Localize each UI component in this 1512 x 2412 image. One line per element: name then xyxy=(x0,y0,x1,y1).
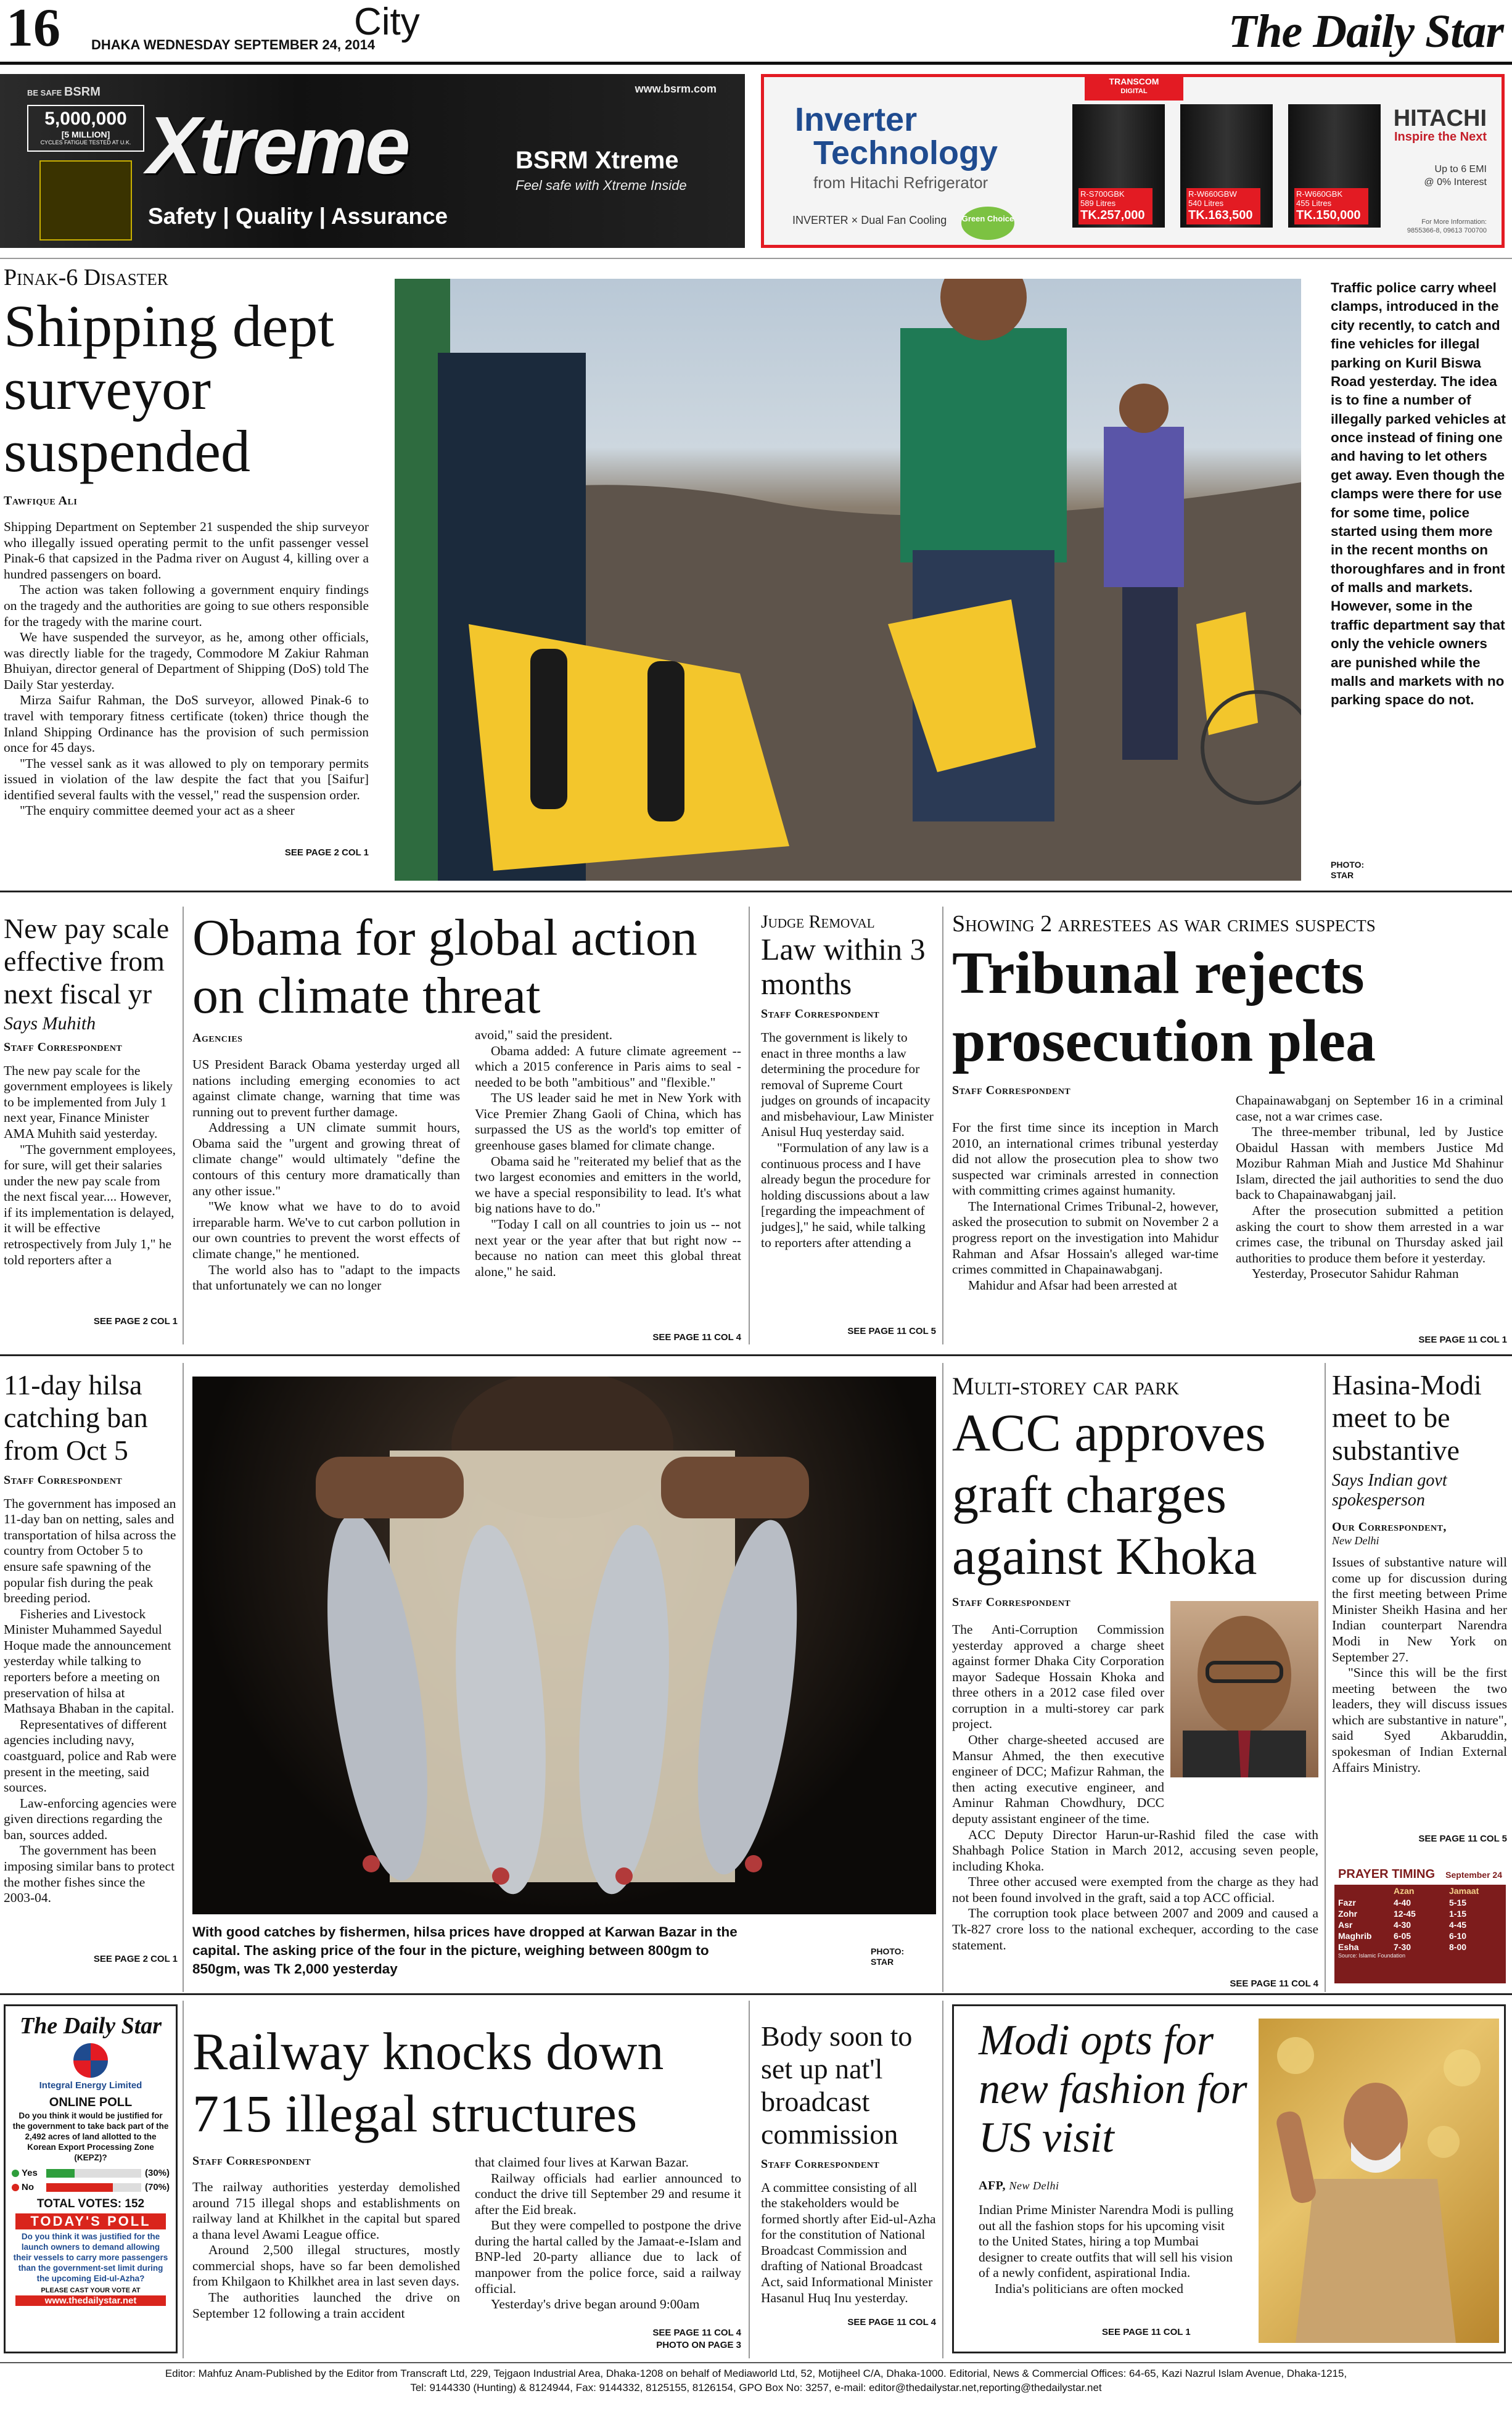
paragraph: Fisheries and Livestock Minister Muhammed Sayedul Hoque made the announcement yesterday while talking to reporters before a meeting on preservation of hilsa at Mathsaya Bhaban in the capital. xyxy=(4,1606,175,1716)
story-broadcast-commission[interactable] xyxy=(761,2020,936,2357)
prayer-cell-azan: 6-05 xyxy=(1394,1931,1411,1941)
prayer-header: PRAYER TIMING September 24 xyxy=(1334,1865,1506,1885)
ad-bsrm[interactable] xyxy=(0,74,745,248)
see-page-link[interactable]: SEE PAGE 11 COL 1 xyxy=(1102,2327,1191,2337)
story-byline: Our Correspondent, xyxy=(1332,1520,1447,1534)
photo-clamps-caption: Traffic police carry wheel clamps, introduced in the city recently, to catch and fine vehicles for illegal parking on Kuril Biswa Road yesterday. The idea is to fine a number of illegally parked vehicles at once instead of fining one and having to let others get away. Even though the clamps were there for use for some time, police started using them more in the recent months on thoroughfares and in front of malls and markets. However, some in the traffic department say that only the vehicle owners are punished while the malls and markets with no parking space do not. xyxy=(1331,280,1506,708)
story-byline: Staff Correspondent xyxy=(952,1084,1071,1098)
story-body-col2 xyxy=(475,2155,741,2326)
story-byline: Staff Correspondent xyxy=(761,2157,880,2171)
paragraph: After the prosecution submitted a petition asking the court to show them arrested in a war crimes case, the tribunal on Thursday asked jail authorities to produce them before it yesterday. xyxy=(1236,1203,1503,1266)
ad-hitachi-title1: Inverter xyxy=(795,101,918,138)
paragraph: Chapainawabganj on September 16 in a criminal case, not a war crimes case. xyxy=(1236,1093,1503,1124)
see-page-link[interactable]: SEE PAGE 11 COL 5 xyxy=(847,1326,936,1336)
story-body-col1 xyxy=(192,1057,460,1328)
ad-hitachi-feature: INVERTER × Dual Fan Cooling xyxy=(792,214,947,226)
energy-logo-icon xyxy=(73,2043,108,2078)
poll-today: TODAY'S POLL xyxy=(15,2213,166,2229)
paragraph: India's politicians are often mocked xyxy=(995,2281,1183,2296)
ad-bsrm-slogan: Feel safe with Xtreme Inside xyxy=(516,178,687,193)
yes-bar xyxy=(46,2169,75,2178)
story-deck: Says Muhith xyxy=(4,1013,96,1034)
col-divider xyxy=(183,2001,184,2358)
paragraph: But they were compelled to postpone the drive during the hartal called by the Jamaat-e-Islam and BNP-led 20-party alliance due to lack of manpower from the police force, said a railway official. xyxy=(475,2218,741,2296)
no-dot-icon xyxy=(12,2184,19,2191)
see-page-link[interactable]: SEE PAGE 11 COL 4 xyxy=(652,1332,741,1343)
paragraph: The government is likely to enact in three months a law determining the procedure for removal of Supreme Court judges on grounds of incapacity and misbehaviour, Law Minister Anisul Huq yesterday said. xyxy=(761,1030,934,1140)
masthead-rule xyxy=(0,62,1512,65)
paragraph: Yesterday, Prosecutor Sahidur Rahman xyxy=(1252,1266,1459,1282)
story-headline[interactable]: 11-day hilsa catching ban from Oct 5 xyxy=(4,1369,148,1466)
story-body xyxy=(952,1622,1318,1971)
paragraph: Obama added: A future climate agreement -- which a 2015 conference in Paris aims to seal - needed to be both "ambitious" and "flexible." xyxy=(475,1043,741,1090)
paragraph: The action was taken following a government enquiry findings on the tragedy and the authorities are going to sue others responsible for the tragedy with the marine court. xyxy=(4,582,369,629)
story-deck: Says Indian govt spokesperson xyxy=(1332,1470,1447,1510)
ad-hitachi-top: TRANSCOM DIGITAL xyxy=(1085,76,1183,101)
photo-wheel-clamps xyxy=(395,279,1301,881)
story-headline[interactable]: Shipping dept surveyor suspended xyxy=(4,292,335,485)
col-divider xyxy=(183,1363,184,1992)
story-byline: Agencies xyxy=(192,1031,243,1045)
prayer-row xyxy=(1334,1908,1506,1919)
paragraph: The government has been imposing similar bans to protect the mother fishes since the 2003-04. xyxy=(4,1843,175,1906)
story-headline[interactable]: Obama for global action on climate threat xyxy=(192,909,697,1025)
poll-sponsor: Integral Energy Limited xyxy=(39,2080,142,2091)
fridge-2-label: R-W660GBW 540 Litres TK.163,500 xyxy=(1186,188,1260,224)
ad-hitachi-models xyxy=(1072,104,1387,241)
paragraph: Issues of substantive nature will come up for discussion during the first meeting between Prime Minister Sheikh Hasina and her Indian counterpart Narendra Modi in New York on September 27. xyxy=(1332,1555,1507,1665)
poll-url[interactable]: www.thedailystar.net xyxy=(15,2295,166,2306)
paragraph: The railway authorities yesterday demolished around 715 illegal shops and establishments on railway land at Khilkhet in the capital but spared a thana level Awami League office. xyxy=(192,2179,460,2242)
story-body xyxy=(4,519,369,846)
story-headline[interactable]: Body soon to set up nat'l broadcast commission xyxy=(761,2020,913,2150)
see-page-link[interactable]: SEE PAGE 11 COL 4 xyxy=(652,2328,741,2338)
prayer-cell-jamaat: 8-00 xyxy=(1449,1942,1467,1952)
story-acc-khoka[interactable] xyxy=(952,1373,1318,1990)
paragraph: The US leader said he met in New York with Vice Premier Zhang Gaoli of China, which has surpassed the US as the world's top emitter of greenhouse gases blamed for climate change. xyxy=(475,1090,741,1153)
prayer-cell-azan: 7-30 xyxy=(1394,1942,1411,1952)
prayer-cell-name: Esha xyxy=(1338,1942,1359,1952)
story-body-col1 xyxy=(952,1120,1218,1328)
modi-photo xyxy=(1259,2019,1499,2343)
story-body xyxy=(761,2180,936,2316)
paragraph: "Since this will be the first meeting between the two leaders, they will discuss issues which are substantive in nature", said Syed Akbaruddin, spokesman of Indian External Affairs Ministry. xyxy=(1332,1665,1507,1775)
poll-question: Do you think it would be justified for the government to take back part of the 2,492 acres of land allotted to the Korean Export Processing Zone (KEPZ)? xyxy=(12,2111,169,2162)
paragraph: that claimed four lives at Karwan Bazar. xyxy=(475,2155,689,2170)
see-photo-link[interactable]: PHOTO ON PAGE 3 xyxy=(656,2340,741,2350)
prayer-cell-name: Zohr xyxy=(1338,1909,1358,1919)
footer-imprint xyxy=(0,2367,1512,2395)
prayer-cell-jamaat: 1-15 xyxy=(1449,1909,1467,1919)
ad-hitachi[interactable] xyxy=(761,74,1505,248)
story-byline: Tawfique Ali xyxy=(4,494,78,508)
poll-result-no: No (70%) xyxy=(12,2182,170,2192)
section-name: City xyxy=(354,1,420,43)
col-divider xyxy=(1325,1363,1326,1992)
ad-bsrm-tagline: Safety | Quality | Assurance xyxy=(148,204,448,229)
prayer-cell-name: Fazr xyxy=(1338,1898,1356,1908)
story-headline[interactable]: Railway knocks down 715 illegal structures xyxy=(192,2022,664,2144)
paragraph: Other charge-sheeted accused are Mansur Ahmed, the then executive engineer of DCC; Mafizur Rahman, the then acting executive engineer, and Aminur Rahman Chowdhury, DCC deputy assistant engineer of the time. xyxy=(952,1732,1164,1826)
story-dateline: New Delhi xyxy=(1332,1534,1379,1547)
story-headline[interactable]: ACC approves graft charges against Khoka xyxy=(952,1403,1266,1586)
story-byline: Staff Correspondent xyxy=(4,1040,123,1054)
paragraph: The Anti-Corruption Commission yesterday approved a charge sheet against former Dhaka City Corporation mayor Sadeque Hossain Khoka and three others in a 2012 case filed over corruption in a multi-storey car park project. xyxy=(952,1622,1164,1732)
paragraph: Obama said he "reiterated my belief that as the two largest economies and emitters in the world, we have a special responsibility to lead. It's what big nations have to do." xyxy=(475,1153,741,1216)
online-poll-box[interactable] xyxy=(4,2004,178,2353)
story-obama[interactable] xyxy=(192,909,741,1347)
yes-dot-icon xyxy=(12,2170,19,2177)
paragraph: The world also has to "adapt to the impacts that unfortunately we can no longer xyxy=(192,1262,460,1293)
story-byline: Staff Correspondent xyxy=(952,1595,1071,1610)
paragraph: For the first time since its inception in March 2010, an international crimes tribunal yesterday did not allow the prosecution plea to show two suspected war criminals arrested in connection with committing crimes against humanity. xyxy=(952,1120,1218,1198)
story-kicker: Multi-storey car park xyxy=(952,1372,1180,1400)
prayer-cell-azan: 12-45 xyxy=(1394,1909,1416,1919)
story-byline: Staff Correspondent xyxy=(761,1007,880,1021)
paragraph: Indian Prime Minister Narendra Modi is pulling out all the fashion stops for his upcoming visit to the United States, hiring a top Mumbai designer to create outfits that will sell his vision of a newly confident, aspirational India. xyxy=(979,2202,1234,2281)
prayer-table xyxy=(1334,1897,1506,1953)
newspaper-logo: The Daily Star xyxy=(1228,6,1503,57)
story-body xyxy=(1332,1555,1507,1832)
story-judge-removal[interactable] xyxy=(761,912,936,1347)
see-page-link[interactable]: SEE PAGE 2 COL 1 xyxy=(93,1953,178,1964)
paragraph: The International Crimes Tribunal-2, however, asked the prosecution to submit on November 2 a progress report on the investigation into Mahidur Rahman and Afsar Hossain's alleged war-time crimes committed in Chapainawabganj. xyxy=(952,1198,1218,1277)
footer-line-1: Editor: Mahfuz Anam-Published by the Editor from Transcraft Ltd, 229, Tejgaon Industrial Area, Dhaka-1208 on behalf of Mediaworld Ltd, 52, Motijheel C/A, Dhaka-1000. Editorial, News & Commercial Offices: 64-65, Kazi Nazrul Islam Avenue, Dhaka-1215, xyxy=(165,2368,1347,2379)
story-byline: Staff Correspondent xyxy=(192,2154,311,2168)
paragraph: "The government employees, for sure, will get their salaries under the new pay scale from the next fiscal year.... However, if its implementation is delayed, it will be effective retrospectively from July 1," he told reporters after a xyxy=(4,1142,176,1267)
poll-title: ONLINE POLL xyxy=(49,2096,133,2109)
col-divider xyxy=(749,2001,750,2358)
see-page-link[interactable]: SEE PAGE 11 COL 1 xyxy=(1418,1335,1507,1345)
story-kicker: Showing 2 arrestees as war crimes suspects xyxy=(952,911,1376,937)
paragraph: We have suspended the surveyor, as he, among other officials, was directly liable for the tragedy, Commodore M Zakiur Rahman Bhuiyan, director general of Department of Shipping (DoS) told The Daily Star yesterday. xyxy=(4,630,369,692)
col-divider xyxy=(749,907,750,1344)
story-pinak[interactable] xyxy=(4,265,369,882)
prayer-source: Source: Islamic Foundation xyxy=(1338,1953,1406,1959)
paragraph: A committee consisting of all the stakeholders would be formed shortly after Eid-ul-Azha for the constitution of National Broadcast Commission and drafting of National Broadcast Act, said Informational Minister Hasanul Huq Inu yesterday. xyxy=(761,2179,936,2305)
story-byline: Staff Correspondent xyxy=(4,1473,123,1487)
col-divider xyxy=(942,2001,943,2358)
page-number: 16 xyxy=(6,0,60,58)
paragraph: "Formulation of any law is a continuous process and I have already begun the procedure for holding discussions about a law [regarding the impeachment of judges]," he said, while talking to reporters after attending a xyxy=(761,1140,931,1250)
prayer-cell-jamaat: 5-15 xyxy=(1449,1898,1467,1908)
prayer-row xyxy=(1334,1941,1506,1953)
poll-result-yes: Yes (30%) xyxy=(12,2168,170,2178)
paragraph: The authorities launched the drive on September 12 following a train accident xyxy=(192,2290,460,2321)
paragraph: The government has imposed an 11-day ban on netting, sales and transportation of hilsa across the country from October 5 to ensure safe spawning of the popular fish during the peak breeding period. xyxy=(4,1496,176,1606)
poll-cta: PLEASE CAST YOUR VOTE AT xyxy=(41,2286,141,2294)
ad-hitachi-title2: Technology xyxy=(813,134,998,171)
paragraph: Addressing a UN climate summit hours, Obama said the "urgent and growing threat of climate change" would ultimately "define the contours of this century more dramatically than any other issue." xyxy=(192,1120,460,1198)
prayer-row xyxy=(1334,1897,1506,1908)
prayer-cell-name: Maghrib xyxy=(1338,1931,1372,1941)
photo-illustration xyxy=(1259,2019,1499,2343)
paragraph: The new pay scale for the government employees is likely to be implemented from July 1 next year, Finance Minister AMA Muhith said yesterday. xyxy=(4,1063,173,1141)
paragraph: The three-member tribunal, led by Justice Obaidul Hassan with members Justice Md Mozibur Rahman Miah and Justice Md Shahinur Islam, directed the jail authorities to send the duo back to Chapainawabganj jail. xyxy=(1236,1124,1503,1203)
paragraph: Mirza Saifur Rahman, the DoS surveyor, allowed Pinak-6 to travel with temporary fitness certificate (token) thrice though the Inland Shipping Ordinance has the provision of such permission once for 45 days. xyxy=(4,693,369,755)
fridge-3-label: R-W660GBK 455 Litres TK.150,000 xyxy=(1294,188,1368,224)
paragraph: Law-enforcing agencies were given directions regarding the ban, sources added. xyxy=(4,1795,177,1842)
paragraph: "The vessel sank as it was allowed to ply on temporary permits issued in violation of the law despite the fact that you [Saifur] identified several faults with the vessel," read the suspension order. xyxy=(4,755,369,802)
story-headline[interactable]: Law within 3 months xyxy=(761,932,926,1001)
prayer-cell-jamaat: 4-45 xyxy=(1449,1920,1467,1930)
ad-hitachi-emi: Up to 6 EMI @ 0% Interest xyxy=(1424,164,1487,187)
ad-bsrm-safe: BE SAFE BSRM xyxy=(27,85,101,99)
story-kicker: Pinak-6 Disaster xyxy=(4,265,168,290)
photo-hilsa xyxy=(192,1377,936,1914)
ad-bsrm-url[interactable]: www.bsrm.com xyxy=(635,83,717,95)
story-modi-fashion[interactable] xyxy=(952,2004,1506,2353)
ad-bsrm-xtreme: Xtreme xyxy=(147,100,408,191)
photo-hilsa-credit: PHOTO: STAR xyxy=(871,1946,905,1967)
prayer-row xyxy=(1334,1919,1506,1930)
paragraph: Yesterday's drive began around 9:00am xyxy=(491,2297,700,2312)
footer-line-2: Tel: 9144330 (Hunting) & 8124944, Fax: 9144332, 8125155, 8126154, GPO Box No: 3257, e-mail: editor@thedailystar.net,reporting@thedailystar.net xyxy=(410,2381,1102,2393)
paragraph: "Today I call on all countries to join us -- not next year or the year after that but right now -- because no nation can meet this global threat alone," he said. xyxy=(475,1216,741,1279)
prayer-cell-name: Asr xyxy=(1338,1920,1353,1930)
paragraph: "The enquiry committee deemed your act as a sheer xyxy=(20,803,295,818)
story-headline[interactable]: Modi opts for new fashion for US visit xyxy=(979,2017,1247,2162)
story-body-col2 xyxy=(475,1027,741,1328)
rule-ads xyxy=(0,258,1512,259)
story-body xyxy=(4,1496,178,1953)
story-hasina-modi[interactable] xyxy=(1332,1369,1507,1863)
prayer-cell-azan: 4-30 xyxy=(1394,1920,1411,1930)
see-page-link[interactable]: SEE PAGE 11 COL 4 xyxy=(847,2316,936,2328)
photo-hilsa-caption: With good catches by fishermen, hilsa prices have dropped at Karwan Bazar in the capital. The asking price of the four in the picture, weighing between 800gm to 850gm, was Tk 2,000 yesterday xyxy=(192,1924,738,1977)
prayer-timing-box xyxy=(1334,1865,1506,1983)
story-body xyxy=(4,1063,178,1315)
see-page-link[interactable]: SEE PAGE 11 COL 4 xyxy=(1230,1978,1318,1989)
ad-hitachi-inspire: Inspire the Next xyxy=(1394,130,1487,144)
paragraph: Shipping Department on September 21 suspended the ship surveyor who illegally issued operating permit to the unfit passenger vessel Pinak-6 that capsized in the Padma river on August 4, killing over a hundred passengers on board. xyxy=(4,519,369,582)
fridge-1-label: R-S700GBK 589 Litres TK.257,000 xyxy=(1079,188,1152,224)
prayer-row xyxy=(1334,1930,1506,1941)
poll-today-question: Do you think it was justified for the launch owners to demand allowing their vessels to carry more passengers than the government-set limit during the upcoming Eid-ul-Azha? xyxy=(13,2232,168,2283)
ad-hitachi-badge: Green Choice xyxy=(961,207,1014,240)
rule-row1 xyxy=(0,891,1512,892)
poll-logo: The Daily Star xyxy=(19,2013,162,2039)
rule-row2 xyxy=(0,1354,1512,1356)
see-page-link[interactable]: SEE PAGE 2 COL 1 xyxy=(284,847,369,858)
story-body xyxy=(979,2202,1238,2319)
photo-illustration xyxy=(192,1377,936,1914)
dateline: DHAKA WEDNESDAY SEPTEMBER 24, 2014 xyxy=(91,37,376,52)
story-railway[interactable] xyxy=(192,2020,741,2357)
paragraph: The corruption took place between 2007 and 2009 and caused a Tk-827 crore loss to the national exchequer, according to the case statement. xyxy=(952,1906,1318,1953)
story-pay-scale[interactable] xyxy=(4,913,178,1344)
ad-hitachi-brand: HITACHI xyxy=(1393,105,1487,131)
prayer-cell-azan: 4-40 xyxy=(1394,1898,1411,1908)
story-body-col2 xyxy=(1236,1093,1503,1328)
paragraph: avoid," said the president. xyxy=(475,1027,613,1042)
photo-illustration xyxy=(395,279,1301,881)
story-tribunal[interactable] xyxy=(952,912,1507,1347)
paragraph: "We know what we have to do to avoid irreparable harm. We've to cut carbon pollution in our own countries to prevent the worst effects of climate change," he mentioned. xyxy=(192,1199,460,1261)
paragraph: Mahidur and Afsar had been arrested at xyxy=(968,1277,1178,1293)
paragraph: Around 2,500 illegal structures, mostly commercial shops, have so far been demolished from Khilgaon to Khilkhet area in last seven days. xyxy=(192,2242,460,2289)
see-page-link[interactable]: SEE PAGE 11 COL 5 xyxy=(1418,1834,1507,1845)
story-headline[interactable]: Hasina-Modi meet to be substantive xyxy=(1332,1369,1482,1466)
paragraph: ACC Deputy Director Harun-ur-Rashid filed the case with Shahbagh Police Station in March 2012, accusing seven people, including Khoka. xyxy=(952,1827,1318,1874)
paragraph: Railway officials had earlier announced to conduct the drive till September 29 and resume it after the Eid break. xyxy=(475,2170,741,2217)
ad-hitachi-info: For More Information: 9855366-8, 09613 700700 xyxy=(1407,218,1487,235)
story-headline[interactable]: Tribunal rejects prosecution plea xyxy=(952,939,1376,1074)
col-divider xyxy=(942,1363,943,1992)
prayer-col-header: Azan Jamaat xyxy=(1394,1886,1479,1896)
story-byline: AFP, New Delhi xyxy=(979,2179,1059,2192)
ad-bsrm-count-box: 5,000,000 [5 MILLION] CYCLES FATIGUE TESTED AT U.K. xyxy=(27,105,144,152)
paragraph: US President Barack Obama yesterday urged all nations including emerging economies to act against climate change, warning that time was running out to prevent further damage. xyxy=(192,1057,460,1119)
col-divider xyxy=(183,907,184,1344)
story-headline[interactable]: New pay scale effective from next fiscal yr xyxy=(4,913,170,1010)
prayer-cell-jamaat: 6-10 xyxy=(1449,1931,1467,1941)
no-bar xyxy=(46,2183,113,2192)
col-divider xyxy=(942,907,943,1344)
poll-total: TOTAL VOTES: 152 xyxy=(36,2197,145,2211)
masthead xyxy=(0,0,1512,68)
paragraph: Representatives of different agencies including navy, coastguard, police and Rab were present in the meeting, said sources. xyxy=(4,1716,176,1795)
story-hilsa-ban[interactable] xyxy=(4,1369,178,1967)
footer-rule xyxy=(0,2362,1512,2363)
ad-hitachi-sub: from Hitachi Refrigerator xyxy=(813,173,988,192)
ad-bsrm-brand2: BSRM Xtreme xyxy=(516,147,679,174)
rule-row3 xyxy=(0,1993,1512,1995)
story-kicker: Judge Removal xyxy=(761,912,875,932)
story-body-col1 xyxy=(192,2179,460,2340)
see-page-link[interactable]: SEE PAGE 2 COL 1 xyxy=(93,1315,178,1327)
paragraph: Three other accused were exempted from the charge as they had not been found involved in the graft, said a top ACC official. xyxy=(952,1874,1318,1905)
photo-clamps-credit: PHOTO: STAR xyxy=(1331,860,1365,880)
story-body xyxy=(761,1030,936,1325)
ad-bsrm-runner-icon xyxy=(39,160,132,241)
